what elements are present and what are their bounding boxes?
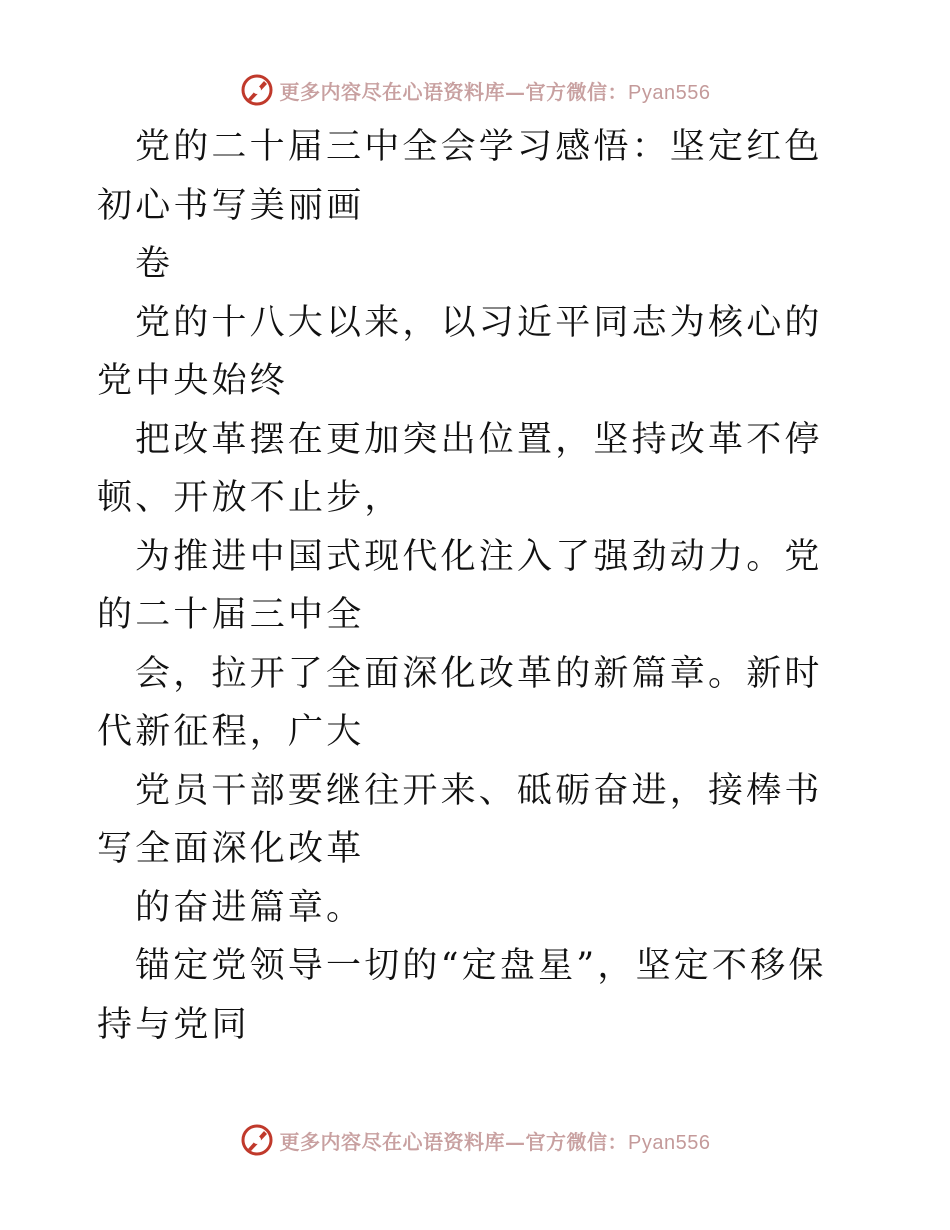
header-watermark <box>0 70 950 110</box>
header-watermark-cn: 更多内容尽在心语资料库—官方微信： <box>279 79 629 104</box>
paragraph-line: 会，拉开了全面深化改革的新篇章。新时代新征程，广大 <box>97 653 823 752</box>
document-body <box>97 118 857 1054</box>
footer-watermark <box>0 1120 950 1160</box>
paragraph-line: 锚定党领导一切的“定盘星”，坚定不移保持与党同 <box>97 946 827 1045</box>
header-watermark-text <box>280 76 711 105</box>
paragraph-line: 的奋进篇章。 <box>135 887 365 928</box>
paragraph-line: 党员干部要继往开来、砥砺奋进，接棒书写全面深化改革 <box>97 770 823 869</box>
paragraph-line: 卷 <box>135 244 174 284</box>
quill-logo-icon <box>240 1123 274 1157</box>
footer-watermark-text <box>280 1126 711 1155</box>
quill-logo-icon <box>240 73 274 107</box>
paragraph-line: 为推进中国式现代化注入了强劲动力。党的二十届三中全 <box>97 536 823 635</box>
footer-watermark-cn: 更多内容尽在心语资料库—官方微信： <box>279 1129 629 1154</box>
paragraph-line: 党的十八大以来，以习近平同志为核心的党中央始终 <box>97 302 823 401</box>
paragraph-line: 把改革摆在更加突出位置，坚持改革不停顿、开放不止步， <box>97 419 823 518</box>
paragraph-title: 党的二十届三中全会学习感悟：坚定红色初心书写美丽画 <box>97 127 823 226</box>
footer-watermark-id: Pyan556 <box>628 1131 711 1154</box>
header-watermark-id: Pyan556 <box>628 81 711 104</box>
